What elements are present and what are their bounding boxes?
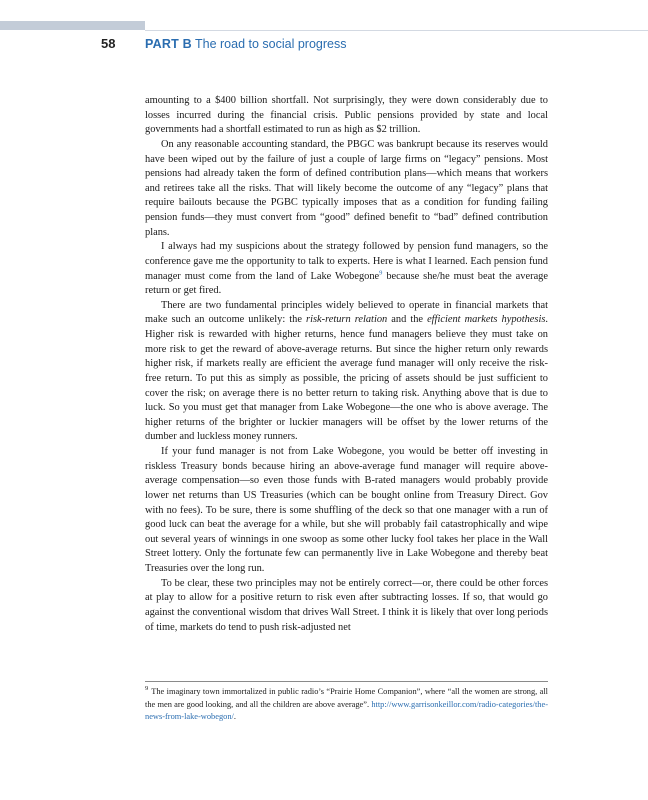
footnote-link[interactable]: http://www.garrisonkeillor.com/radio-categories/the-news-from-lake-wobegon/	[145, 699, 548, 721]
paragraph-1: amounting to a $400 billion shortfall. Not surprisingly, they were down considerably due to losses incurred during the financial crisis. Public pensions provided by state and local governments had a shortfall estimated to run as high as $2 trillion.	[145, 95, 548, 136]
footnote-reference[interactable]: 9	[379, 269, 383, 277]
header-rule	[145, 30, 648, 31]
paragraph-3-text: I always had my suspicions about the strategy followed by pension fund managers, so the conference gave me the opportunity to talk to experts. Here is what I learned. Each pension fund manager must come from the land of Lake Wobegone	[145, 241, 548, 282]
paragraph-4	[145, 299, 548, 445]
paragraph-6: To be clear, these two principles may not be entirely correct—or, there could be other forces at play to allow for a positive return to risk even after subtracting losses. If so, that would go against the conventional wisdom that drives Wall Street. I think it is likely that over long periods of time, markets do tend to push risk-adjusted net	[145, 577, 548, 633]
paragraph-4-text-c: . Higher risk is rewarded with higher returns, hence fund managers believe they must take on more risk to get the reward of above-average returns. But since the higher return only rewards higher risk, if markets really are efficient the average fund manager will only receive the risk-free return. To put this as simply as possible, the pricing of assets should be just sufficient to cover the risk; on average there is no better return to taking risk. Anything above that is due to luck. So you must get that manager from Lake Wobegone—the one who is above average. The higher returns of the brighter or luckier managers will be offset by the lower returns of the dumber and luckless money runners.	[145, 314, 548, 443]
paragraph-3-text-end: because she/he must beat the average return or get fired.	[145, 270, 548, 297]
header-color-bar	[0, 21, 145, 30]
footnote-trailing: .	[233, 712, 236, 721]
body-text	[145, 94, 548, 635]
footnote-text: The imaginary town immortalized in public radio’s “Prairie Home Companion”, where “all the women are strong, all the men are good looking, and all the children are above average”.	[145, 687, 548, 709]
term-efficient-markets-hypothesis: efficient markets hypothesis	[427, 314, 546, 326]
term-risk-return-relation: risk-return relation	[306, 314, 388, 326]
paragraph-3	[145, 240, 548, 299]
footnote-number: 9	[145, 685, 149, 693]
part-label: PART B	[145, 37, 192, 51]
page-number: 58	[101, 36, 116, 51]
paragraph-4-text-a: There are two fundamental principles widely believed to operate in financial markets that make such an outcome unlikely: the	[145, 299, 548, 326]
footnote	[145, 686, 548, 724]
chapter-title: The road to social progress	[195, 37, 347, 51]
paragraph-4-text-b: and the	[387, 314, 428, 326]
paragraph-2: On any reasonable accounting standard, the PBGC was bankrupt because its reserves would have been wiped out by the failure of just a couple of large firms on “legacy” pensions. Most pensions had already taken the form of defined contribution plans—which means that workers and retirees take all the risks. That will likely become the outcome of any “legacy” plans that require bailouts because the PGBC typically imposes that as a condition for funding failing pension funds—they must convert from “good” defined benefit to “bad” defined contribution plans.	[145, 138, 548, 238]
running-head	[0, 35, 648, 55]
paragraph-5: If your fund manager is not from Lake Wobegone, you would be better off investing in riskless Treasury bonds because hiring an above-average fund manager will require above-average compensation—so even those funds with B-rated managers would probably provide lower net returns than US Treasuries (which can be bought online from Treasury Direct. Gov with no fees). To be sure, there is some shuffling of the deck so that one manager with a run of good luck can beat the average for a while, but she will probably fail catastrophically and wipe out several years of winnings in one swoop as some other lucky fool takes her place in the Wall Street lottery. Only the fortunate few can permanently live in Lake Wobegone and thereby beat Treasuries over the long run.	[145, 446, 548, 574]
footnote-rule	[145, 681, 548, 682]
